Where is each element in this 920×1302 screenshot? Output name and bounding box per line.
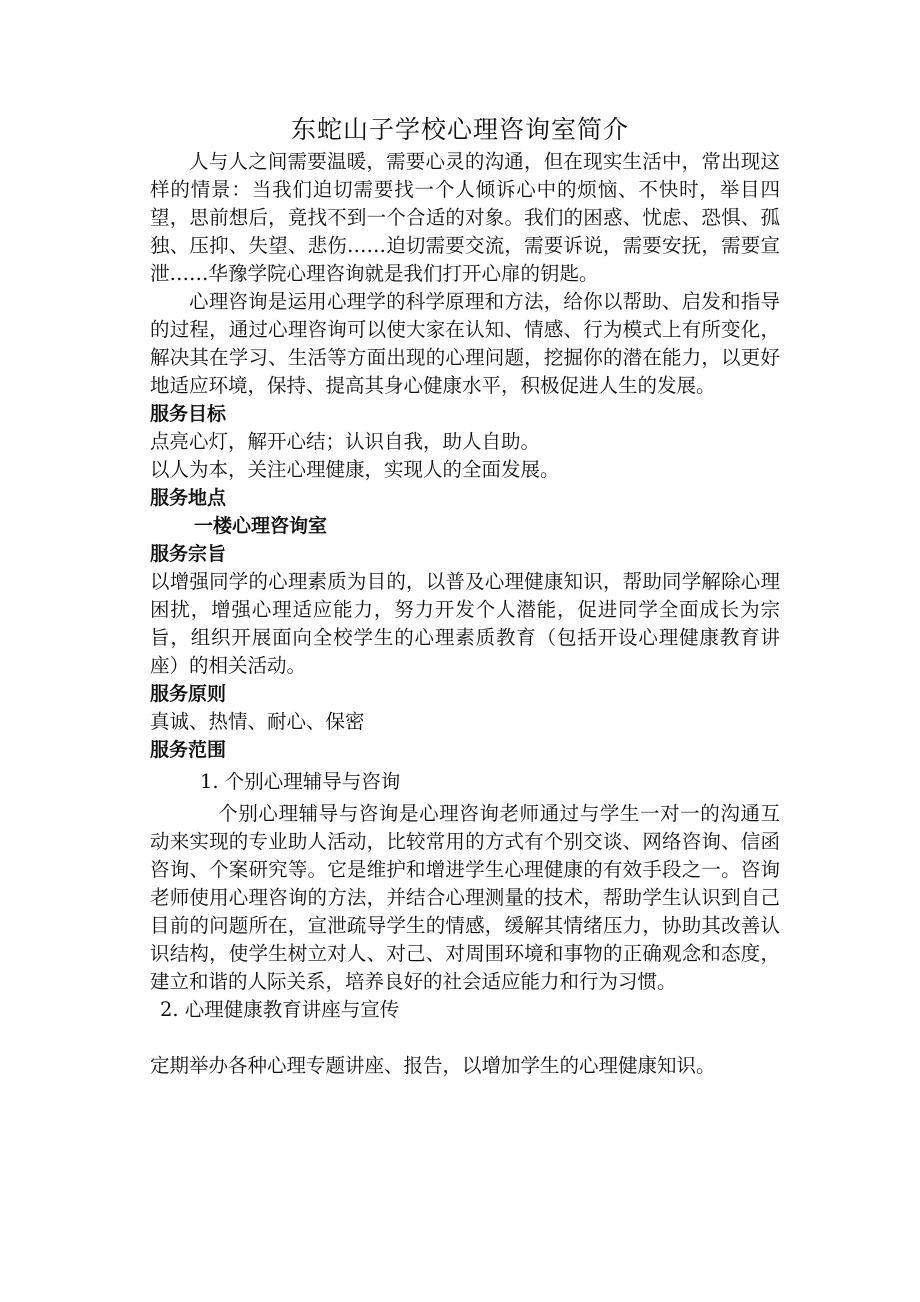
goal-line-2: 以人为本，关注心理健康，实现人的全面发展。 <box>150 458 560 481</box>
document-body <box>150 148 780 1080</box>
scope-item-1-title: 1. 个别心理辅导与咨询 <box>200 770 401 793</box>
scope-item-1-text: 个别心理辅导与咨询是心理咨询老师通过与学生一对一的沟通互动来实现的专业助人活动，比较常用的方式有个别交谈、网络咨询、信函咨询、个案研究等。它是维护和增进学生心理健康的有效手段之一。咨询老师使用心理咨询的方法，并结合心理测量的技术，帮助学生认识到自己目前的问题所在，宣泄疏导学生的情感，缓解其情绪压力，协助其改善认识结构，使学生树立对人、对己、对周围环境和事物的正确观念和态度，建立和谐的人际关系，培养良好的社会适应能力和行为习惯。 <box>150 802 780 993</box>
purpose-text: 以增强同学的心理素质为目的，以普及心理健康知识，帮助同学解除心理困扰，增强心理适应能力，努力开发个人潜能，促进同学全面成长为宗旨，组织开展面向全校学生的心理素质教育（包括开设心理健康教育讲座）的相关活动。 <box>150 570 780 677</box>
scope-item-2-title: 2. 心理健康教育讲座与宣传 <box>160 998 400 1021</box>
location-text: 一楼心理咨询室 <box>194 515 328 537</box>
purpose-heading: 服务宗旨 <box>150 543 227 565</box>
scope-item-2-text: 定期举办各种心理专题讲座、报告，以增加学生的心理健康知识。 <box>150 1054 716 1077</box>
intro-paragraph-2: 心理咨询是运用心理学的科学原理和方法，给你以帮助、启发和指导的过程，通过心理咨询可以使大家在认知、情感、行为模式上有所变化，解决其在学习、生活等方面出现的心理问题，挖掘你的潜在能力，以更好地适应环境，保持、提高其身心健康水平，积极促进人生的发展。 <box>150 290 780 397</box>
goal-heading: 服务目标 <box>150 403 227 425</box>
document-title: 东蛇山子学校心理咨询室简介 <box>290 115 629 144</box>
principle-heading: 服务原则 <box>150 683 227 705</box>
scope-heading: 服务范围 <box>150 739 227 761</box>
intro-paragraph-1: 人与人之间需要温暖，需要心灵的沟通，但在现实生活中，常出现这样的情景：当我们迫切需要找一个人倾诉心中的烦恼、不快时，举目四望，思前想后，竟找不到一个合适的对象。我们的困惑、忧虑、恐惧、孤独、压抑、失望、悲伤……迫切需要交流，需要诉说，需要安抚，需要宣泄……华豫学院心理咨询就是我们打开心扉的钥匙。 <box>150 150 780 285</box>
principle-text: 真诚、热情、耐心、保密 <box>150 710 365 733</box>
goal-line-1: 点亮心灯，解开心结；认识自我，助人自助。 <box>150 430 541 453</box>
location-heading: 服务地点 <box>150 487 227 509</box>
